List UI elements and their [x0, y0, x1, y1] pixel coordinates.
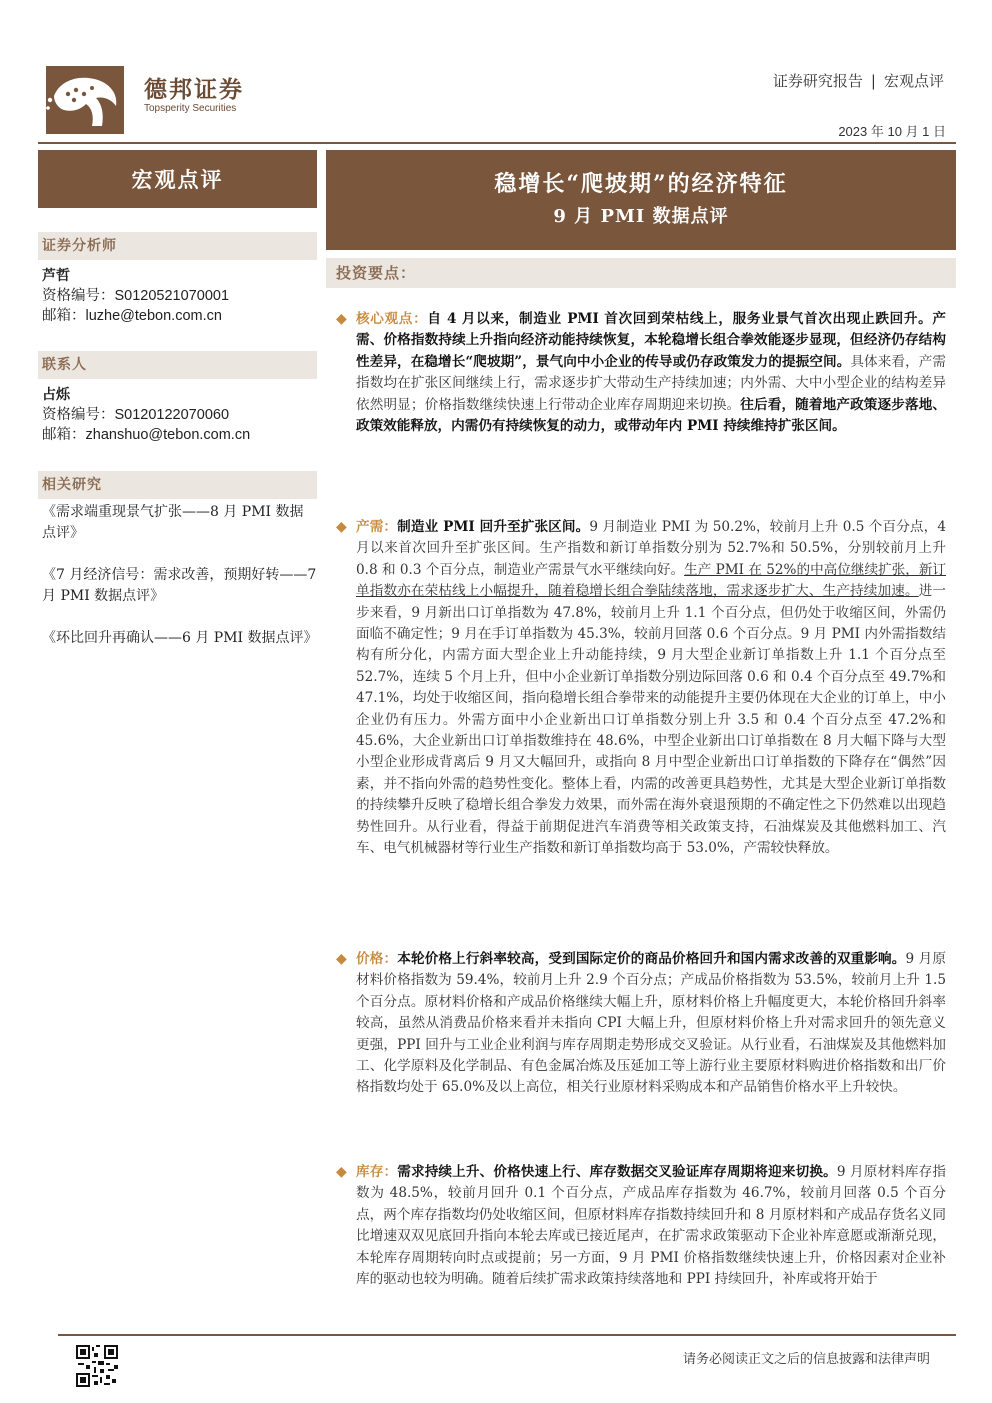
contact-email: 邮箱：zhanshuo@tebon.com.cn: [42, 427, 251, 443]
analyst-heading: 证券分析师: [38, 232, 317, 260]
bullet-icon: ◆: [336, 311, 347, 327]
footer-disclaimer: 请务必阅读正文之后的信息披露和法律声明: [682, 1352, 930, 1367]
para-lead: 核心观点：: [356, 311, 428, 327]
price-paragraph: [336, 949, 946, 1099]
brand-name-en: Topsperity Securities: [144, 103, 237, 114]
para-bold: 制造业 PMI 回升至扩张区间。: [397, 519, 590, 535]
bullet-icon: ◆: [336, 519, 347, 535]
analyst-cert: 资格编号：S0120521070001: [42, 288, 230, 304]
para-underline: 生产 PMI 在 52%的中高位继续扩张，新订单指数亦在荣枯线上小幅提升，随着稳增长组合拳陆续落地，需求逐步扩大、生产持续加速。: [356, 561, 947, 600]
para-bold: 本轮价格上行斜率较高，受到国际定价的商品价格回升和国内需求改善的双重影响。: [397, 951, 906, 967]
para-lead: 价格：: [356, 951, 398, 967]
brand-name: [144, 78, 244, 115]
brand-logo: [46, 66, 124, 134]
inventory-paragraph: [336, 1162, 946, 1290]
related-item[interactable]: 《需求端重现景气扩张——8 月 PMI 数据点评》: [42, 504, 304, 541]
related-item[interactable]: 《环比回升再确认——6 月 PMI 数据点评》: [42, 630, 318, 646]
header-divider: [38, 142, 956, 144]
header-category: [773, 70, 944, 91]
para-bold: 需求持续上升、价格快速上行、库存数据交叉验证库存周期将迎来切换。: [397, 1164, 837, 1180]
contact-heading: 联系人: [38, 351, 317, 379]
bullet-icon: ◆: [336, 951, 347, 967]
invest-heading: 投资要点：: [326, 258, 956, 288]
core-view-paragraph: [336, 309, 947, 437]
analyst-info: [42, 266, 229, 326]
report-date: 2023 年 10 月 1 日: [838, 124, 946, 139]
para-bold: 往后看，随着地产政策逐步落地、政策效能释放，内需仍有持续恢复的动力，或带动年内 PMI 持续维持扩张区间。: [356, 396, 947, 435]
brand-name-cn: 德邦证券: [144, 77, 244, 103]
header-separator: |: [870, 72, 876, 90]
report-category: 宏观点评: [883, 72, 944, 90]
contact-cert: 资格编号：S0120122070060: [42, 407, 230, 423]
para-bold: 自 4 月以来，制造业 PMI 首次回到荣枯线上，服务业景气首次出现止跌回升。产需、价格指数持续上升指向经济动能持续恢复，本轮稳增长组合拳效能逐步显现，但经济仍存结构性差异，在稳增长“爬坡期”，景气向中小企业的传导或仍存政策发力的提振空间。: [356, 311, 947, 370]
report-subtitle: 9 月 PMI 数据点评: [553, 206, 729, 227]
demand-paragraph: [336, 517, 947, 860]
title-banner: [326, 150, 956, 250]
para-text: 9 月制造业 PMI 为 50.2%，较前月上升 0.5 个百分点，4 月以来首次回升至扩张区间。生产指数和新订单指数分别为 52.7%和 50.5%，分别较前月上升 0.8 和 0.3 个百分点，制造业产需景气水平继续向好。: [356, 519, 947, 578]
para-text: 9 月原材料库存指数为 48.5%，较前月回升 0.1 个百分点，产成品库存指数为 46.7%，较前月回落 0.5 个百分点，两个库存指数均仍处收缩区间，但原材料库存指数持续回升和 8 月原材料和产成品存货名义同比增速双双见底回升指向本轮去库或已接近尾声，在扩需求政策驱动下企业补库意愿或渐渐兑现，本轮库存周期转向时点或提前；另一方面，9 月 PMI 价格指数继续快速上升，价格因素对企业补库的驱动也较为明确。随着后续扩需求政策持续落地和 PPI 持续回升，补库或将开始于: [356, 1164, 946, 1288]
sidebar-title: 宏观点评: [38, 150, 317, 208]
related-heading: 相关研究: [38, 471, 317, 499]
report-type: 证券研究报告: [772, 72, 863, 90]
para-text: 9 月原材料价格指数为 59.4%，较前月上升 2.9 个百分点；产成品价格指数为 53.5%，较前月上升 1.5 个百分点。原材料价格和产成品价格继续大幅上升，原材料价格上升幅度更大，本轮价格回升斜率较高，虽然从消费品价格来看并未指向 CPI 大幅上升，但原材料价格上升对需求回升的领先意义更强，PPI 回升与工业企业利润与库存周期走势形成交叉验证。从行业看，石油煤炭及其他燃料加工、化学原料及化学制品、有色金属冶炼及压延加工等上游行业主要原材料购进价格指数和出厂价格指数均处于 65.0%及以上高位，相关行业原材料采购成本和产品销售价格水平上升较快。: [356, 951, 946, 1096]
contact-info: [42, 385, 250, 445]
para-text: 具体来看，产需指数均在扩张区间继续上行，需求逐步扩大带动生产持续加速；内外需、大中小型企业的结构差异依然明显；价格指数继续快速上行带动企业库存周期迎来切换。: [356, 353, 947, 413]
footer-divider: [58, 1334, 956, 1336]
analyst-email: 邮箱：luzhe@tebon.com.cn: [42, 308, 222, 324]
qr-code-icon: [76, 1345, 118, 1387]
report-title: 稳增长“爬坡期”的经济特征: [494, 171, 788, 197]
contact-name: 占烁: [42, 387, 70, 403]
para-lead: 产需：: [356, 519, 398, 535]
bullet-icon: ◆: [336, 1164, 347, 1180]
analyst-name: 芦哲: [42, 268, 70, 284]
leopard-logo-icon: [46, 66, 124, 134]
related-item[interactable]: 《7 月经济信号：需求改善，预期好转——7 月 PMI 数据点评》: [42, 567, 317, 604]
para-lead: 库存：: [356, 1164, 398, 1180]
para-text: 进一步来看，9 月新出口订单指数为 47.8%，较前月上升 1.1 个百分点，但仍处于收缩区间，外需仍面临不确定性；9 月在手订单指数为 45.3%，较前月回落 0.6 个百分点。9 月 PMI 内外需指数结构有所分化，内需方面大型企业上升动能持续，9 月大型企业新订单指数上升 1.1 个百分点至 52.7%，连续 5 个月上升，但中小企业新订单指数分别边际回落 0.6 和 0.4 个百分点至 49.7%和 47.1%，均处于收缩区间，指向稳增长组合拳带来的动能提升主要仍体现在大企业的订单上，中小企业仍有压力。外需方面中小企业新出口订单指数分别上升 3.5 和 0.4 个百分点至 47.2%和 45.6%，大企业新出口订单指数维持在 48.6%，中型企业新出口订单指数在 8 月大幅下降与大型小型企业形成背离后 9 月又大幅回升，或指向 8 月中型企业新出口订单指数的下降存在“偶然”因素，并不指向外需的趋势性变化。整体上看，内需的改善更具趋势性，尤其是大型企业新订单指数的持续攀升反映了稳增长组合拳发力效果，而外需在海外衰退预期的不确定性之下仍然难以出现趋势性回升。从行业看，得益于前期促进汽车消费等相关政策支持，石油煤炭及其他燃料加工、汽车、电气机械器材等行业生产指数和新订单指数均高于 53.0%，产需较快释放。: [356, 583, 947, 857]
